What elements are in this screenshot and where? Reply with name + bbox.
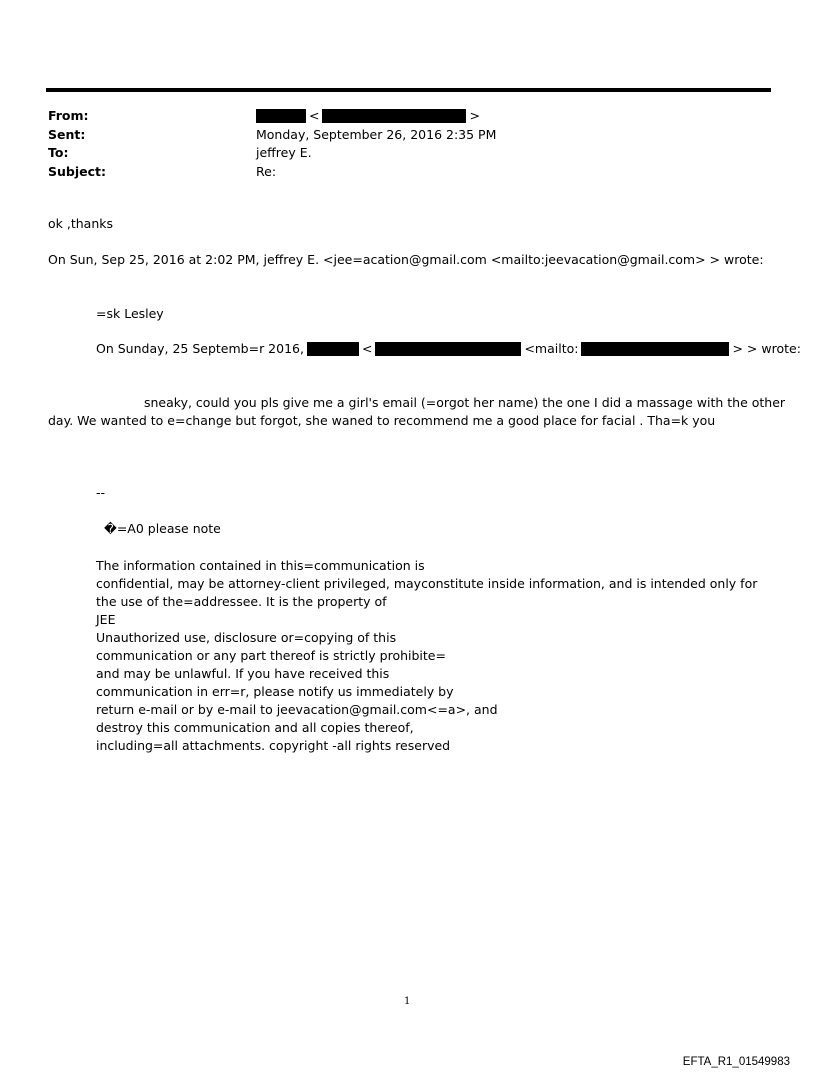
sent-value: Monday, September 26, 2016 2:35 PM [256,126,497,142]
disclaimer-line: destroy this communication and all copies thereof, [96,720,414,735]
disclaimer-line: return e-mail or by e-mail to jeevacation@gmail.com<=a>, and [96,702,498,717]
disclaimer-line: confidential, may be attorney-client privileged, mayconstitute inside information, and is intended only for [96,576,758,591]
from-angle-open: < [309,108,320,123]
quote2-line-2: day. We wanted to e=change but forgot, she waned to recommend me a good place for facial . Tha=k you [48,413,716,428]
to-value: jeffrey E. [256,145,312,160]
please-note: �=A0 please note [104,521,221,536]
disclaimer [96,557,757,755]
disclaimer-line: the use of the=addressee. It is the property of [96,594,387,609]
quote2-mailto: <mailto: [524,341,579,356]
page-number: 1 [404,996,411,1007]
sent-label: Sent: [48,126,86,142]
quote2-intro-start: On Sunday, 25 Septemb=r 2016, [96,341,304,356]
email-header [48,107,496,181]
redaction-block [375,342,521,356]
from-value [256,107,480,126]
disclaimer-line: The information contained in this=communication is [96,558,425,573]
redaction-block [581,342,729,356]
quote1-text: =sk Lesley [96,306,164,321]
redaction-block [256,109,306,123]
from-row [48,107,496,126]
subject-label: Subject: [48,163,106,179]
redaction-block [322,109,466,123]
disclaimer-line: Unauthorized use, disclosure or=copying of this [96,630,397,645]
quote2-end: > > wrote: [732,341,801,356]
disclaimer-line: JEE [96,612,116,627]
quote2-intro [96,341,801,356]
subject-value: Re: [256,163,277,179]
to-row [48,144,496,163]
disclaimer-line: including=all attachments. copyright -all rights reserved [96,738,451,753]
document-id: EFTA_R1_01549983 [682,1056,790,1068]
signature-separator: -- [96,485,106,500]
quote2-angle-open: < [361,341,373,356]
subject-row [48,163,496,182]
quote2-line-1: sneaky, could you pls give me a girl's email (=orgot her name) the one I did a massage with the other [144,395,786,410]
disclaimer-line: communication in err=r, please notify us immediately by [96,684,454,699]
redaction-block [307,342,359,356]
from-label: From: [48,108,89,123]
disclaimer-line: and may be unlawful. If you have received this [96,666,390,681]
quote1-intro: On Sun, Sep 25, 2016 at 2:02 PM, jeffrey E. <jee=acation@gmail.com <mailto:jeevacation@gmail.com> > wrote: [48,252,764,267]
sent-row [48,126,496,145]
header-rule [46,88,771,92]
reply-text: ok ,thanks [48,216,113,231]
disclaimer-line: communication or any part thereof is strictly prohibite= [96,648,446,663]
to-label: To: [48,145,69,160]
from-angle-close: > [469,108,480,123]
